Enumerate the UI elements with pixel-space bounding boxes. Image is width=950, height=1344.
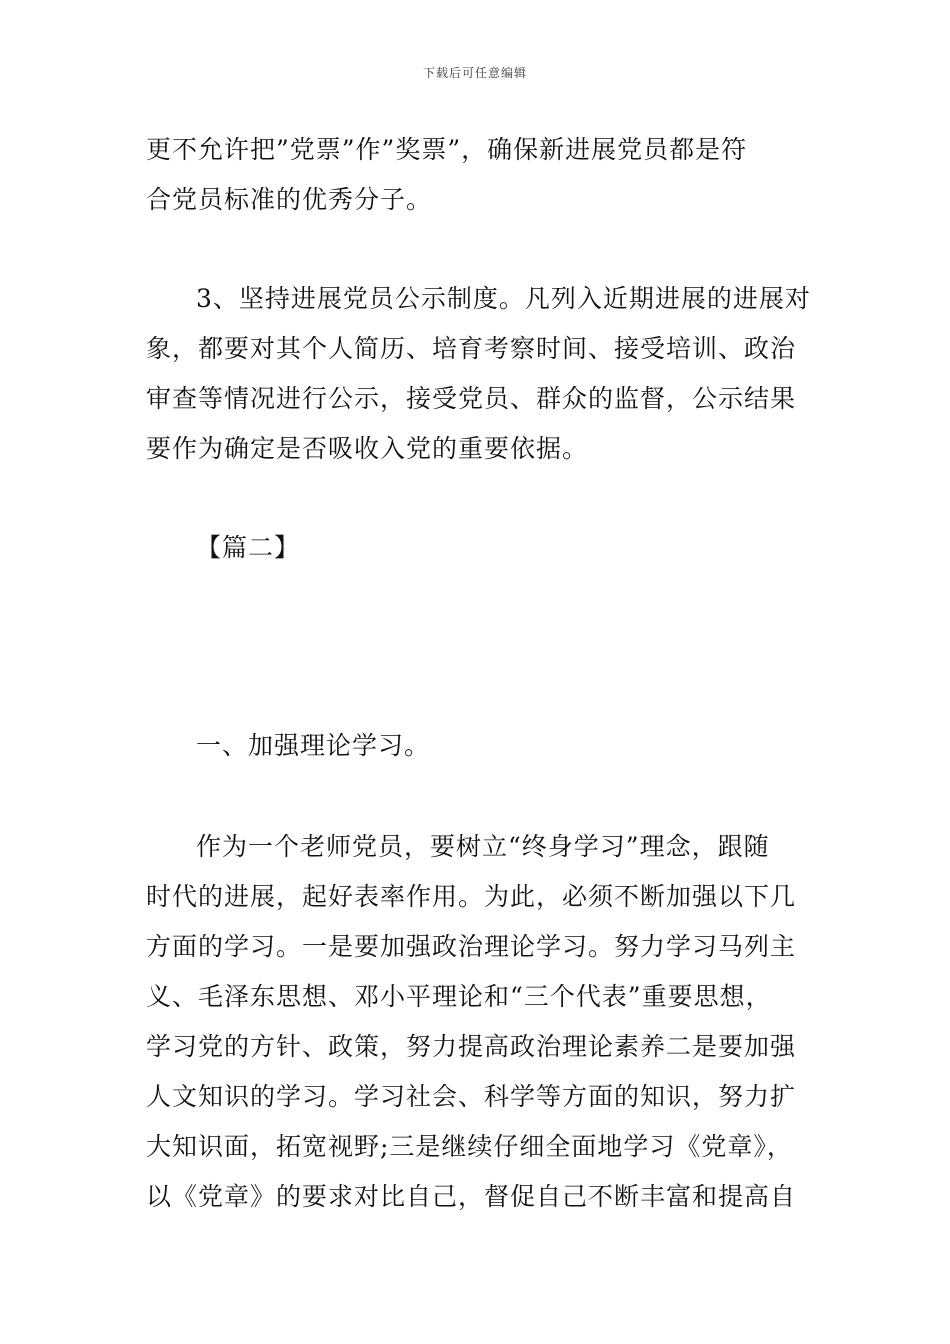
- section-title: [146, 523, 811, 573]
- paragraph-1: [146, 125, 811, 225]
- paragraph-line: 人文知识的学习。学习社会、科学等方面的知识，努力扩: [146, 1082, 797, 1111]
- heading-1: [146, 721, 811, 771]
- paragraph-line: 作为一个老师党员，要树立“终身学习”理念，跟随: [196, 832, 770, 861]
- paragraph-line: 象，都要对其个人简历、培育考察时间、接受培训、政治: [146, 334, 797, 363]
- paragraph-line: 义、毛泽东思想、邓小平理论和“三个代表”重要思想，: [146, 982, 772, 1011]
- paragraph-line: 时代的进展，起好表率作用。为此，必须不断加强以下几: [146, 882, 797, 911]
- paragraph-line: 大知识面，拓宽视野;三是继续仔细全面地学习《党章》，: [146, 1132, 793, 1161]
- paragraph-line: 以《党章》的要求对比自己，督促自己不断丰富和提高自: [146, 1182, 797, 1211]
- paragraph-line: 学习党的方针、政策，努力提高政治理论素养二是要加强: [146, 1032, 797, 1061]
- paragraph-line: 合党员标准的优秀分子。: [146, 185, 433, 214]
- paragraph-2: [146, 274, 811, 474]
- paragraph-line: 更不允许把”党票”作”奖票”，确保新进展党员都是符: [146, 135, 748, 164]
- header-note: 下载后可任意编辑: [422, 66, 527, 80]
- paragraph-line: 审查等情况进行公示，接受党员、群众的监督，公示结果: [146, 384, 797, 413]
- paragraph-line: 方面的学习。一是要加强政治理论学习。努力学习马列主: [146, 932, 797, 961]
- paragraph-line: 要作为确定是否吸收入党的重要依据。: [146, 434, 589, 463]
- section-title-text: 【篇二】: [196, 533, 301, 562]
- paragraph-line: 3、坚持进展党员公示制度。凡列入近期进展的进展对: [196, 284, 811, 313]
- paragraph-3: [146, 822, 811, 1222]
- heading-1-text: 一、加强理论学习。: [196, 731, 431, 760]
